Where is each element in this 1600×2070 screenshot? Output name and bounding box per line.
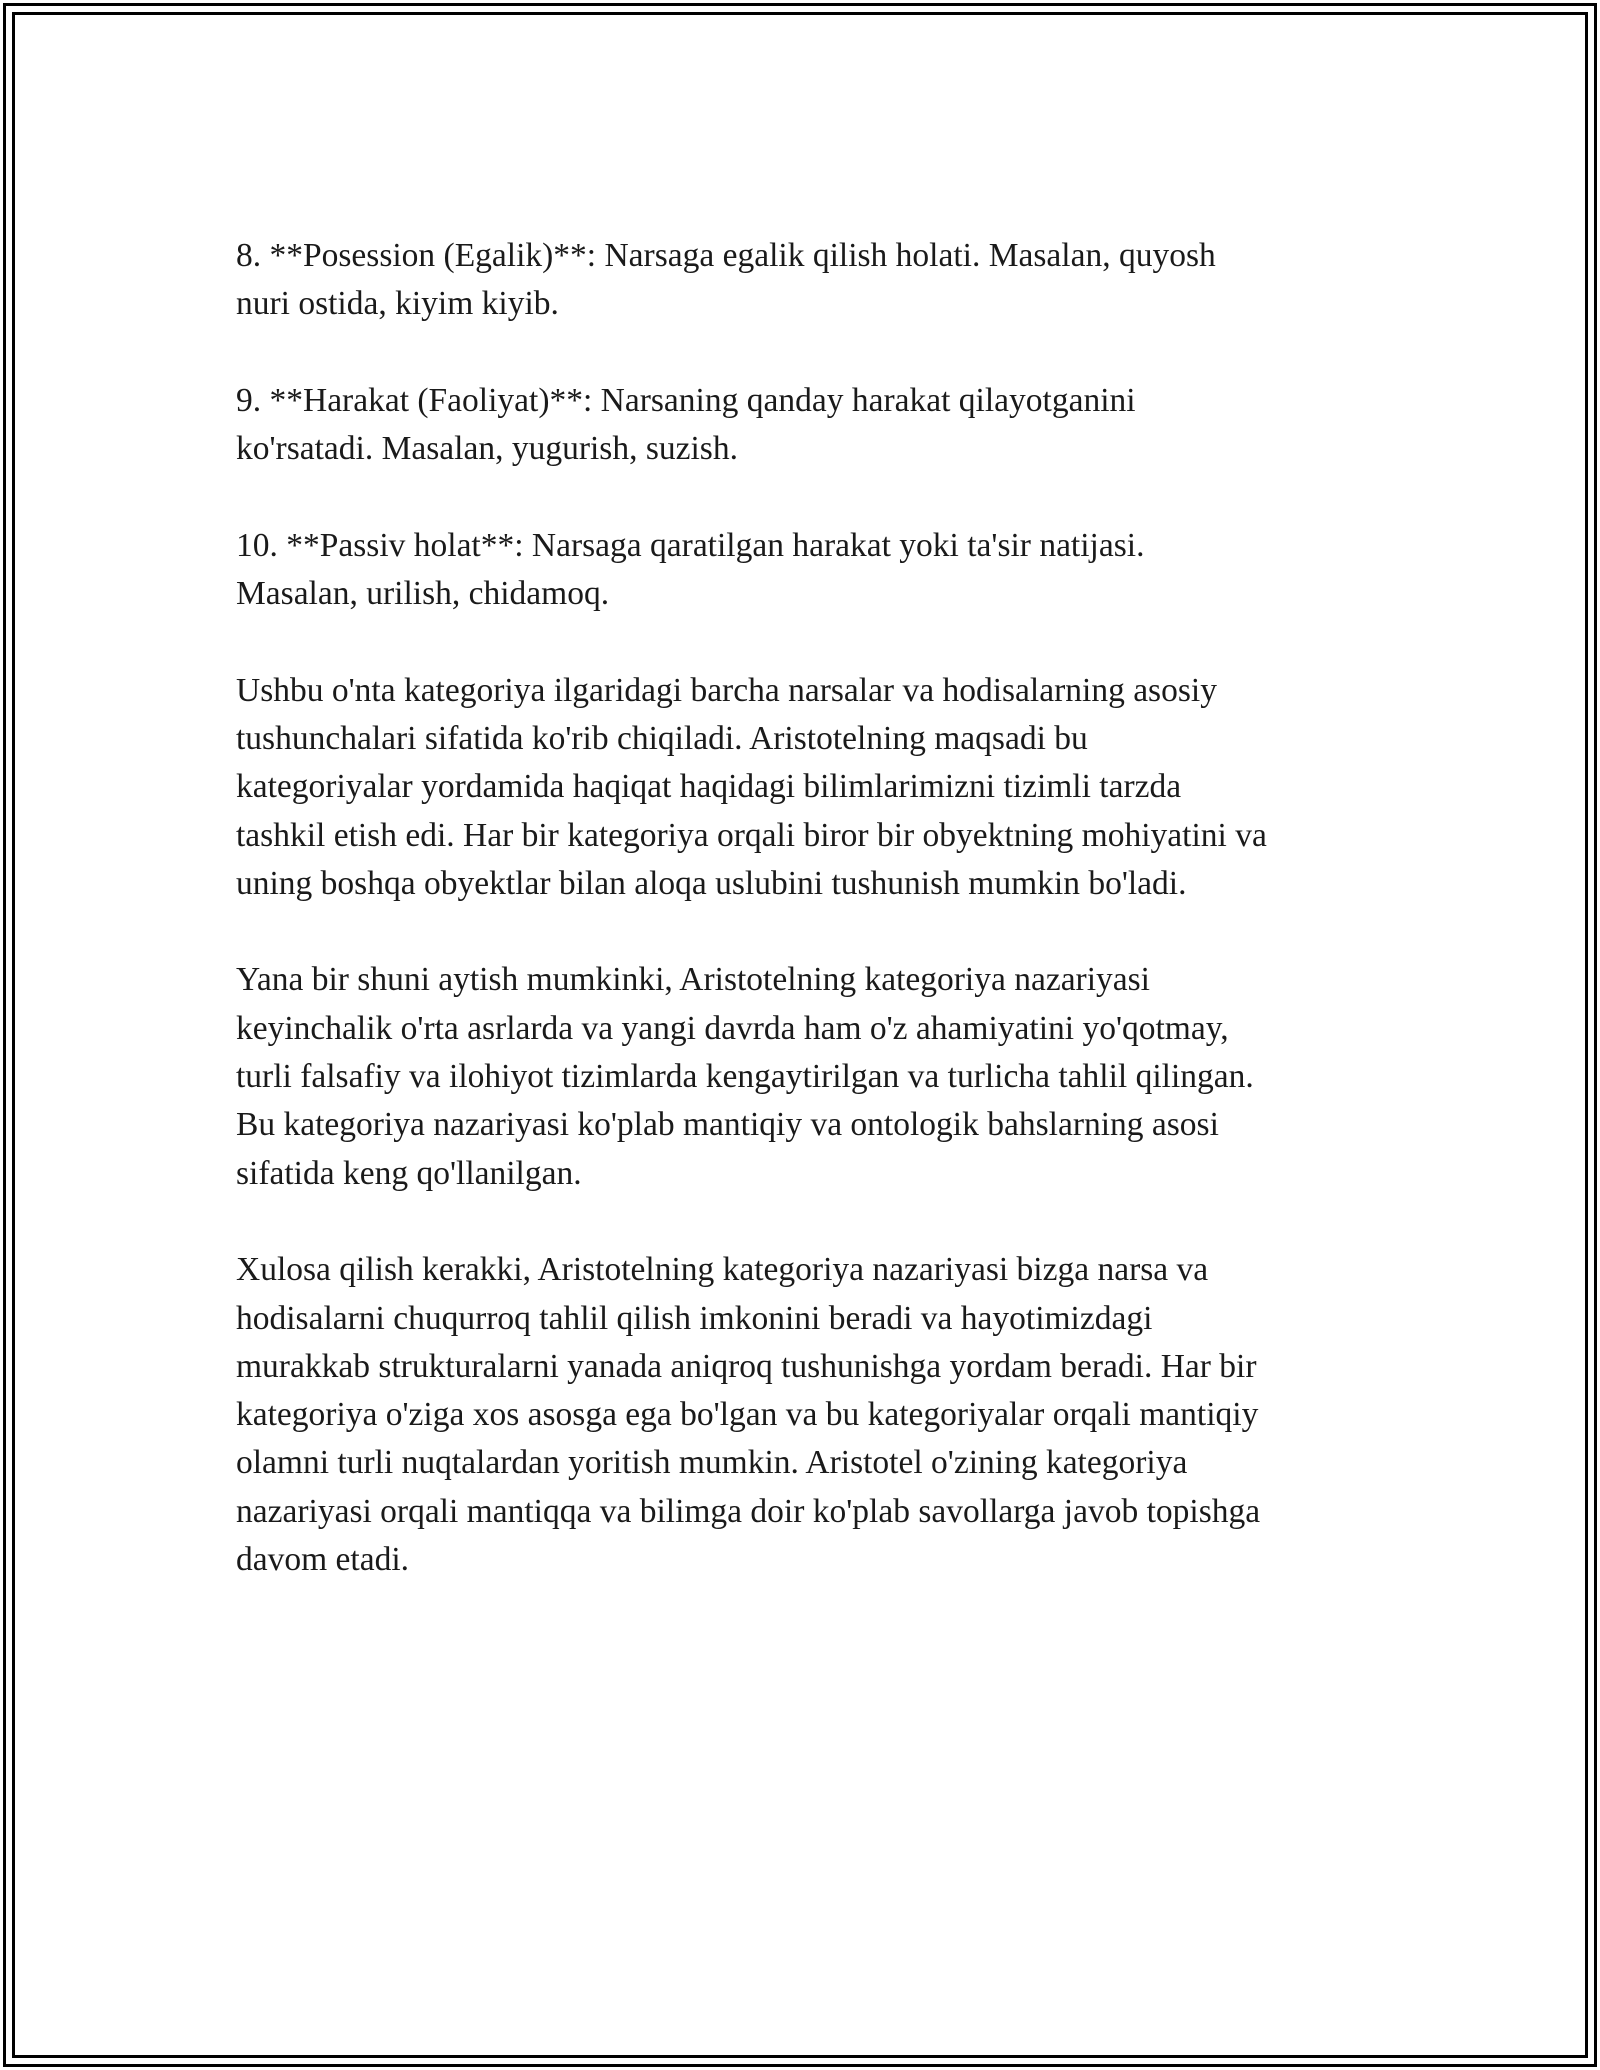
paragraph-historical-influence: Yana bir shuni aytish mumkinki, Aristotelning kategoriya nazariyasi keyinchalik o'rta asrlarda va yangi davrda ham o'z ahamiyatini yo'qotmay, turli falsafiy va ilohiyot tizimlarda kengaytirilgan va turlicha tahlil qilingan. Bu kategoriya nazariyasi ko'plab mantiqiy va ontologik bahslarning asosi sifatida keng qo'llanilgan.: [236, 961, 1254, 1192]
list-item-posession: 8. **Posession (Egalik)**: Narsaga egalik qilish holati. Masalan, quyosh nuri ostida, kiyim kiyib.: [236, 237, 1216, 323]
paragraph-categories-purpose: Ushbu o'nta kategoriya ilgaridagi barcha narsalar va hodisalarning asosiy tushunchalari sifatida ko'rib chiqiladi. Aristotelning maqsadi bu kategoriyalar yordamida haqiqat haqidagi bilimlarimizni tizimli tarzda tashkil etish edi. Har bir kategoriya orqali biror bir obyektning mohiyatini va uning boshqa obyektlar bilan aloqa uslubini tushunish mumkin bo'ladi.: [236, 671, 1267, 902]
list-item-harakat: 9. **Harakat (Faoliyat)**: Narsaning qanday harakat qilayotganini ko'rsatadi. Masalan, yugurish, suzish.: [236, 381, 1136, 468]
list-item-passiv-holat: 10. **Passiv holat**: Narsaga qaratilgan harakat yoki ta'sir natijasi. Masalan, urilish, chidamoq.: [236, 526, 1145, 613]
document-body: [236, 232, 1386, 1633]
paragraph-conclusion: Xulosa qilish kerakki, Aristotelning kategoriya nazariyasi bizga narsa va hodisalarni chuqurroq tahlil qilish imkonini beradi va hayotimizdagi murakkab strukturalarni yanada aniqroq tushunishga yordam beradi. Har bir kategoriya o'ziga xos asosga ega bo'lgan va bu kategoriyalar orqali mantiqiy olamni turli nuqtalardan yoritish mumkin. Aristotel o'zining kategoriya nazariyasi orqali mantiqqa va bilimga doir ko'plab savollarga javob topishga davom etadi.: [236, 1251, 1261, 1579]
